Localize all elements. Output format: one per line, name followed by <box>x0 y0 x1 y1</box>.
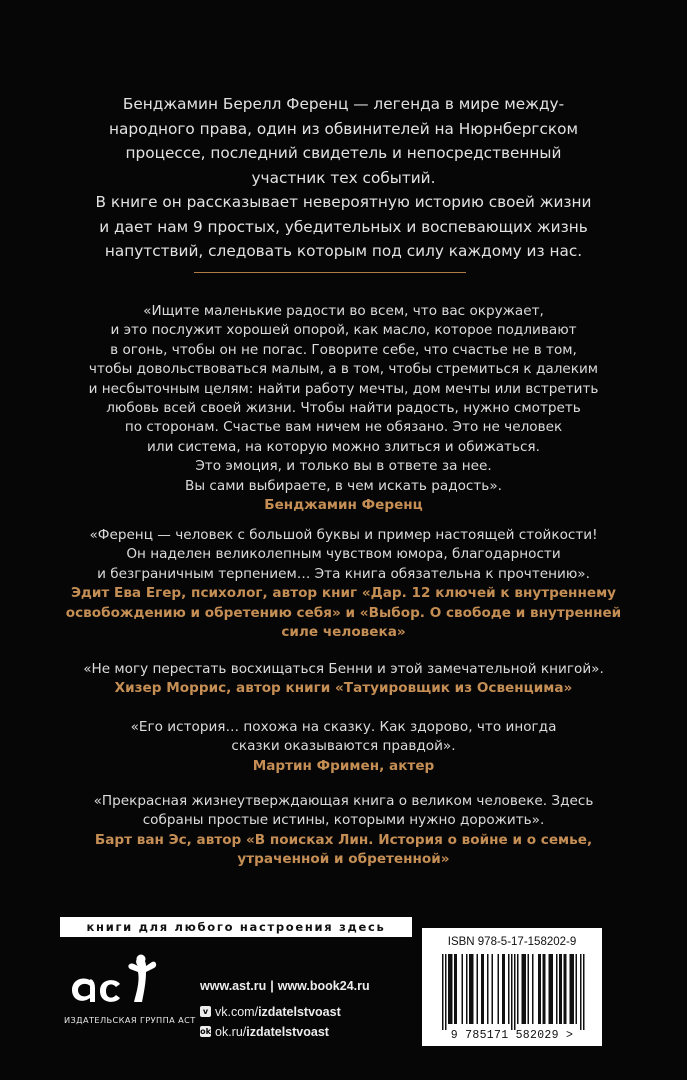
barcode-bar <box>570 954 572 1024</box>
intro-line: Бенджамин Берелл Ференц — легенда в мире между- <box>122 95 565 113</box>
link-divider: | <box>270 979 274 993</box>
quote-line: и безграничным терпением… Эта книга обязательна к прочтению». <box>97 565 590 582</box>
barcode-bar <box>550 954 552 1024</box>
barcode-bar <box>451 954 453 1024</box>
contact-links <box>200 976 370 1042</box>
intro-line: народного права, один из обвинителей на Нюрнбергском <box>109 119 578 138</box>
ok-icon: ok <box>200 1027 211 1036</box>
website-link-book24[interactable]: www.book24.ru <box>277 979 370 993</box>
barcode-bar <box>556 954 558 1024</box>
quote-author: Эдит Ева Егер, психолог, автор книг «Дар. 12 ключей к внутреннему <box>70 585 617 602</box>
quote-author: Барт ван Эс, автор «В поисках Лин. История о войне и о семье, <box>94 831 593 848</box>
barcode-bar <box>477 954 479 1024</box>
ok-handle: izdatelstvoast <box>246 1025 329 1039</box>
barcode-bar <box>483 954 485 1024</box>
website-row <box>200 976 370 996</box>
barcode-bar <box>523 954 525 1024</box>
barcode-bar <box>565 954 567 1024</box>
barcode-bar <box>538 954 540 1024</box>
barcode-number: 9 785171 582029 > <box>450 1029 574 1042</box>
quote-line: в огонь, чтобы он не погас. Говорите себе, что счастье не в том, <box>110 341 577 358</box>
barcode-bar <box>511 954 513 1030</box>
quote-author: силе человека» <box>281 624 406 641</box>
vk-icon: v <box>200 1006 211 1017</box>
barcode-bar <box>561 954 563 1024</box>
barcode-panel <box>422 928 602 1046</box>
quote-author: Бенджамин Ференц <box>264 497 423 514</box>
quote-line: или система, на которую можно злиться и обижаться. <box>147 438 540 455</box>
barcode-bar <box>571 954 573 1024</box>
barcode-bar <box>498 954 500 1024</box>
barcode-bar <box>472 954 474 1024</box>
quote-ferencz <box>30 302 657 515</box>
intro-line: В книге он рассказывает невероятную историю своей жизни <box>95 193 592 211</box>
barcode-bar <box>576 954 578 1024</box>
quote-line: сказки оказываются правдой». <box>231 738 456 755</box>
divider-rule <box>194 272 466 273</box>
barcode-bar <box>502 954 504 1024</box>
barcode-bar <box>454 954 456 1024</box>
intro-line: напутствий, следовать которым под силу каждому из нас. <box>104 242 583 260</box>
quote-morris <box>30 660 657 699</box>
barcode-bar <box>471 954 473 1024</box>
barcode-bar <box>492 954 494 1024</box>
barcode-bar <box>522 954 524 1024</box>
barcode-bar <box>456 954 458 1024</box>
quote-line: чтобы довольствоваться малым, а в том, чтобы стремиться к далеким <box>88 361 599 378</box>
quote-author: Мартин Фримен, актер <box>252 757 435 774</box>
barcode-bar <box>549 954 551 1024</box>
barcode-bar <box>514 954 516 1030</box>
barcode-bar <box>528 954 530 1024</box>
barcode-bar <box>540 954 542 1024</box>
barcode-bar <box>462 954 464 1024</box>
barcode-bar <box>543 954 545 1024</box>
barcode-bar <box>517 954 519 1024</box>
quote-freeman <box>30 718 657 776</box>
barcode-bar <box>559 954 561 1024</box>
ast-logo-mark <box>60 950 190 1016</box>
quote-line: собраны простые истины, которыми нужно дорожить». <box>142 812 545 829</box>
barcode-bar <box>583 954 585 1030</box>
barcode-bar <box>552 954 554 1024</box>
barcode-bar <box>544 954 546 1024</box>
barcode-bar <box>508 954 510 1024</box>
vk-handle: izdatelstvoast <box>258 1005 341 1019</box>
barcode-bar <box>580 954 582 1030</box>
ok-prefix: ok.ru/ <box>215 1025 247 1039</box>
barcode-bar <box>450 954 452 1024</box>
quote-line: «Прекрасная жизнеутверждающая книга о великом человеке. Здесь <box>93 793 594 809</box>
barcode-bar <box>481 954 483 1024</box>
barcode-bar <box>445 954 447 1030</box>
barcode-bar <box>466 954 468 1024</box>
quote-eger <box>30 526 657 642</box>
quote-line: и это послужит хорошей опорой, как масло, которое подливают <box>110 322 577 339</box>
quote-van-es <box>30 792 657 870</box>
quote-author: Хизер Моррис, автор книги «Татуировщик из Освенцима» <box>114 680 573 697</box>
vk-row[interactable] <box>200 1002 370 1022</box>
barcode-bar <box>442 954 444 1030</box>
quote-line: и несбыточным целям: найти работу мечты, дом мечты или встретить <box>88 380 599 397</box>
quote-author: освобождению и обретению себя» и «Выбор. О свободе и внутренней <box>65 604 622 621</box>
quote-line: «Ференц — человек с большой буквы и пример настоящей стойкости! <box>89 527 598 543</box>
barcode-bar <box>487 954 489 1024</box>
website-link-ast[interactable]: www.ast.ru <box>200 979 267 993</box>
tagline-banner: книги для любого настроения здесь <box>60 917 412 937</box>
quote-line: «Его история… похожа на сказку. Как здорово, что иногда <box>130 719 557 735</box>
barcode-bar <box>448 954 450 1024</box>
quote-line: по сторонам. Счастье вам ничем не обязано. Это не человек <box>124 419 563 436</box>
publisher-caption: ИЗДАТЕЛЬСКАЯ ГРУППА АСТ <box>64 1015 196 1025</box>
quote-line: Он наделен великолепным чувством юмора, благодарности <box>126 546 561 563</box>
barcode-bar <box>564 954 566 1024</box>
ok-row[interactable] <box>200 1022 370 1042</box>
quote-line: «Ищите маленькие радости во всем, что вас окружает, <box>143 303 544 319</box>
intro-line: и дает нам 9 простых, убедительных и воспевающих жизнь <box>99 217 588 236</box>
quote-author: утраченной и обретенной» <box>237 851 450 868</box>
barcode-bar <box>504 954 506 1024</box>
quote-line: Это эмоция, и только вы в ответе за нее. <box>195 458 492 475</box>
intro-text <box>40 92 647 264</box>
barcode-bar <box>525 954 527 1024</box>
quote-line: любовь всей своей жизни. Чтобы найти радость, нужно смотреть <box>106 400 581 417</box>
intro-line: процессе, последний свидетель и непосредственный <box>125 144 562 162</box>
barcode-bar <box>573 954 575 1024</box>
barcode-bar <box>469 954 471 1024</box>
vk-prefix: vk.com/ <box>215 1005 259 1019</box>
isbn-label: ISBN 978-5-17-158202-9 <box>447 936 577 948</box>
quote-line: «Не могу перестать восхищаться Бенни и этой замечательной книгой». <box>83 661 604 677</box>
barcode-bar <box>532 954 534 1024</box>
intro-line: участник тех событий. <box>251 168 436 187</box>
ast-logo <box>60 950 196 1045</box>
quote-line: Вы сами выбираете, в чем искать радость». <box>185 477 502 494</box>
